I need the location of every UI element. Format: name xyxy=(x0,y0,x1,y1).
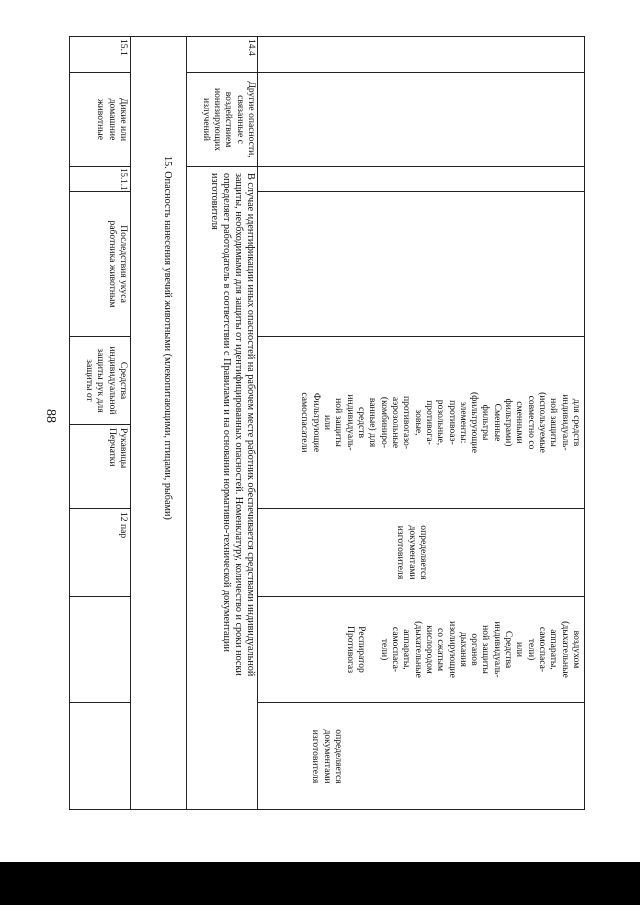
cell-text-line: документами xyxy=(321,729,333,784)
cell-num xyxy=(258,36,584,72)
cell-text-line: Дикие или xyxy=(118,97,129,142)
cell-text-line: индивидуаль- xyxy=(491,621,503,678)
cell-text-line: противогазо- xyxy=(401,395,413,450)
ppe-extra xyxy=(69,596,131,702)
cell-text-line: (комбиниро- xyxy=(378,396,390,449)
cell-text-line: (дыхательные xyxy=(559,621,571,678)
cell-text-line: или xyxy=(322,414,334,431)
cell-text-line: фильтры xyxy=(480,404,492,441)
hazard-event xyxy=(69,191,131,336)
ppe-norm: 12 пар xyxy=(69,508,131,596)
row-number: 14.4 xyxy=(246,39,257,56)
section-title: 15. Опасность нанесения увечий животными (млекопитающими, птицами, рыбами) xyxy=(162,156,173,520)
cell-ppe-norm xyxy=(258,508,584,596)
cell-text-line: противоаэ- xyxy=(446,400,458,445)
cell-text-line: самоспаса- xyxy=(537,626,549,673)
cell-text-line: определяется xyxy=(333,729,344,784)
cell-text-line: розольные, xyxy=(435,399,447,446)
cell-text-line: Другие опасности, xyxy=(246,81,257,158)
cell-text-line: аппараты, xyxy=(548,629,560,670)
sub-number: 15.1.1 xyxy=(69,166,131,191)
cell-text-line: воздействием xyxy=(223,91,235,148)
cell-text-line: связанные с xyxy=(234,95,246,144)
cell-text-line: В случае идентификации иных опасностей на рабочем месте работник обеспечивается средствами индивидуальной xyxy=(245,173,256,677)
hazard-description xyxy=(187,72,259,166)
table-row-15-1 xyxy=(69,36,131,810)
cell-text-line: животные xyxy=(95,99,107,140)
cell-text-line: индивидуаль- xyxy=(344,394,356,451)
cell-text-line: для средств xyxy=(571,398,582,447)
cell-text-line: воздухом xyxy=(571,630,582,669)
cell-text-line: Противогаз xyxy=(344,626,356,673)
cell-text-line: работника животным xyxy=(106,220,118,308)
cell-text-line: Рукавицы xyxy=(118,428,129,469)
cell-text-line: (дыхательные xyxy=(412,621,424,678)
cell-text-line: зовые, xyxy=(412,409,424,436)
cell-text-line: изготовителя xyxy=(208,173,220,230)
cell-text-line: ионизирующих xyxy=(212,87,224,152)
cell-text-line: Респиратор xyxy=(356,626,368,673)
cell-text-line: самоспасатели xyxy=(299,392,311,453)
cell-text-line: или xyxy=(514,641,526,658)
cell-ppe-type xyxy=(258,336,584,508)
ppe-name xyxy=(69,424,131,508)
cell-text-line xyxy=(367,600,378,699)
cell-text-line: Средства xyxy=(118,361,129,400)
row-number: 15.1 xyxy=(118,39,129,56)
table-row-14-4 xyxy=(186,36,259,810)
cell-ppe-notes xyxy=(258,702,584,810)
cell-text-line: документами xyxy=(406,525,418,580)
cell-text-line: аэрозольные xyxy=(390,396,401,449)
cell-text-line: изготовителя xyxy=(310,729,322,784)
cell-text-line: домашние xyxy=(106,98,118,141)
cell-text-line: со сжатым xyxy=(435,627,447,672)
cell-text-line: защиты рук для xyxy=(95,348,107,413)
cell-event xyxy=(258,191,584,336)
cell-text-line: Фильтрующие xyxy=(310,392,322,453)
cell-text-line: тели) xyxy=(378,638,390,661)
cell-text-line: индивидуальной xyxy=(106,346,118,415)
cell-text-line: аппараты, xyxy=(401,629,413,670)
cell-text-line: изолирующие xyxy=(446,621,458,678)
cell-text-line: Перчатки xyxy=(106,428,118,467)
cell-text-line: изготовителя xyxy=(395,525,407,580)
cell-text-line: определяется xyxy=(418,525,429,580)
cell-text-line: (используемые xyxy=(537,392,549,453)
ppe-type xyxy=(69,336,131,424)
cell-text-line: средств xyxy=(356,406,368,439)
cell-text-line: индивидуаль- xyxy=(559,394,571,451)
cell-text-line: дыхания xyxy=(457,632,469,667)
cell-text-line: Сменные xyxy=(491,403,503,442)
cell-text-line: фильтрами) xyxy=(503,398,515,447)
cell-text-line: излучений xyxy=(200,98,212,141)
cell-text-line: самоспаса- xyxy=(390,626,401,673)
cell-text-line: Средства xyxy=(503,630,515,669)
rotated-table-area xyxy=(69,36,585,810)
cell-hazard xyxy=(258,72,584,166)
hazard-note xyxy=(187,166,259,810)
cell-text-line: Последствия укуса xyxy=(118,225,129,303)
cell-text-line: элементы: xyxy=(457,401,469,444)
table-row xyxy=(257,36,585,810)
cell-text-line: защиты от xyxy=(84,359,96,402)
cell-text-line: ной защиты xyxy=(333,398,345,447)
cell-sub-num xyxy=(258,166,584,191)
cell-text-line: определяет работодатель в соответствии с Правилами и на основании нормативно-технической документации xyxy=(220,173,232,652)
cell-text-line: совместно со xyxy=(525,395,537,450)
cell-text-line: (фильтрующие xyxy=(469,391,481,454)
cell-text-line: сменными xyxy=(514,401,526,444)
ppe-notes xyxy=(69,702,131,810)
section-header-15 xyxy=(130,36,187,810)
page-number: 88 xyxy=(43,409,58,423)
hazard-description xyxy=(69,72,131,166)
ppe-norms-table xyxy=(69,36,585,810)
cell-text-line: кислородом xyxy=(423,625,435,674)
cell-text-line: защиты, необходимыми для защиты от идентифицированных опасностей. Номенклатуру, количество и сроки носки xyxy=(232,173,244,676)
cell-ppe-name xyxy=(258,596,584,702)
cell-text-line: ной защиты xyxy=(548,398,560,447)
cell-text-line: органов xyxy=(469,633,481,666)
cell-text-line: противога- xyxy=(423,400,435,445)
cell-text-line: тели) xyxy=(525,638,537,661)
cell-text-line: ной защиты xyxy=(480,625,492,674)
cell-text-line: ванные) для xyxy=(367,397,379,448)
